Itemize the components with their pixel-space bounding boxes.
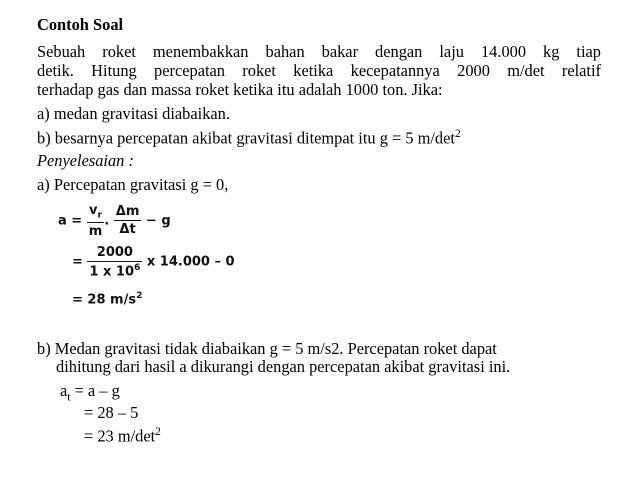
problem-item-b	[37, 129, 461, 147]
fraction-dm-over-dt	[114, 204, 142, 237]
part-b-eq-2: = 28 – 5	[84, 403, 139, 422]
problem-line-2: detik. Hitung percepatan roket ketika kecepatannya 2000 m/det relatif	[37, 61, 601, 80]
part-b-line-2: dihitung dari hasil a dikurangi dengan percepatan akibat gravitasi ini.	[56, 357, 511, 376]
part-b-at-sub: t	[67, 391, 71, 404]
solution-heading: Penyelesaian :	[37, 151, 134, 170]
part-b-eq-3-sup: 2	[155, 426, 161, 438]
formula-dm: Δm	[115, 204, 140, 220]
part-a-heading: a) Percepatan gravitasi g = 0,	[37, 175, 229, 194]
title: Contoh Soal	[37, 15, 124, 34]
formula-row-2	[72, 245, 235, 279]
part-b-eq-1-rhs: = a – g	[74, 381, 120, 400]
formula-vr: v	[89, 203, 98, 218]
problem-item-a: a) medan gravitasi diabaikan.	[37, 104, 230, 123]
formula-result-sup: 2	[136, 291, 143, 301]
formula-a-eq: a =	[58, 213, 83, 229]
formula-minus-g: − g	[145, 213, 171, 229]
formula-dt: Δt	[119, 222, 136, 238]
formula-row-1	[58, 203, 171, 239]
problem-item-b-sup: 2	[454, 128, 461, 140]
formula-mass: 1 x 10	[89, 264, 135, 280]
part-b-eq-3	[84, 427, 161, 445]
problem-line-1: Sebuah roket menembakkan bahan bakar dengan laju 14.000 kg tiap	[37, 42, 601, 61]
formula-2000: 2000	[87, 245, 142, 262]
part-b-eq-3-text: = 23 m/det	[84, 426, 156, 446]
part-b-line-1: b) Medan gravitasi tidak diabaikan g = 5 m/s2. Percepatan roket dapat	[37, 339, 497, 358]
formula-row-3	[72, 291, 142, 307]
formula-mass-exp: 6	[134, 263, 141, 273]
problem-line-3: terhadap gas dan massa roket ketika itu adalah 1000 ton. Jika:	[37, 80, 443, 99]
fraction-vr-over-m	[87, 203, 105, 239]
formula-m: m	[88, 223, 103, 239]
formula-dot: .	[104, 213, 110, 229]
problem-item-b-text: b) besarnya percepatan akibat gravitasi ditempat itu g = 5 m/det	[37, 128, 455, 148]
formula-times: x 14.000 – 0	[146, 254, 235, 270]
part-b-eq-1	[60, 383, 120, 404]
formula-vr-sub: r	[97, 210, 102, 221]
part-b-at: a	[60, 381, 68, 400]
formula-result: = 28 m/s	[72, 292, 137, 308]
formula-eq2: =	[72, 254, 83, 270]
fraction-2000-over-mass	[87, 245, 142, 279]
